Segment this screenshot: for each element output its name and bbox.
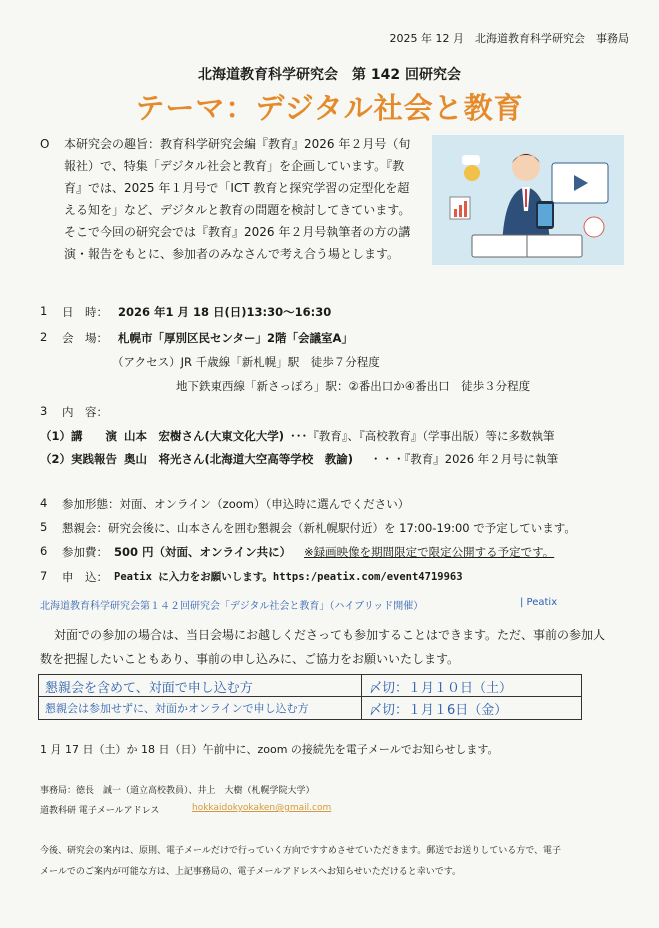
- lecture-prefix: （1）講 演: [40, 429, 118, 443]
- email-label: 道教科研 電子メールアドレス: [40, 806, 160, 816]
- lecture-speaker: 山本 宏樹さん(大東文化大学): [124, 429, 285, 443]
- intro-line: 報社）で、特集「デジタル社会と教育」を企画しています。『教: [64, 159, 405, 173]
- zoom-notice: 1 月 17 日（土）か 18 日（日）午前中に、zoom の接続先を電子メールでお知らせします。: [40, 743, 499, 756]
- presenter-with-tablet-icon: [432, 135, 624, 265]
- deadline-date: 〆切：１月１6日（金）: [369, 702, 508, 718]
- header-date-org: 2025 年 12 月 北海道教育科学研究会 事務局: [389, 32, 629, 45]
- intro-bullet: O: [40, 137, 50, 151]
- fee-value: 500 円（対面、オンライン共に）: [114, 545, 292, 559]
- content-label: 内 容：: [62, 405, 108, 419]
- meeting-subtitle: 北海道教育科学研究会 第 142 回研究会: [198, 67, 461, 83]
- report-prefix: （2）実践報告: [40, 452, 118, 466]
- notice-line: 対面での参加の場合は、当日会場にお越しくださっても参加することはできます。ただ、事前の参加人: [54, 628, 606, 642]
- fee-note: ※録画映像を期間限定で限定公開する予定です。: [304, 545, 555, 559]
- deadline-label: 懇親会は参加せずに、対面かオンラインで申し込む方: [45, 702, 309, 715]
- peatix-link-suffix[interactable]: | Peatix: [520, 597, 558, 608]
- item-number: 7: [40, 569, 48, 583]
- date-value: 2026 年1 月 18 日(日)13:30～16:30: [118, 305, 332, 319]
- date-label: 日 時：: [62, 305, 108, 319]
- item-number: 1: [40, 304, 48, 318]
- notice-line: 数を把握したいこともあり、事前の申し込みに、ご協力をお願いいたします。: [40, 652, 460, 666]
- deadline-row: [38, 696, 582, 720]
- venue-value: 札幌市「厚別区民センター」2階「会議室A」: [118, 331, 353, 345]
- office-staff: 事務局：徳長 誠一（道立高校教員）、井上 大樹（札幌学院大学）: [40, 786, 315, 796]
- deadline-label: 懇親会を含めて、対面で申し込む方: [45, 680, 253, 696]
- page-title: テーマ：デジタル社会と教育: [135, 91, 524, 125]
- intro-line: える知を」など、デジタルと教育の問題を検討してきています。: [64, 203, 411, 217]
- deadline-row: [38, 674, 582, 697]
- presenter-illustration: [432, 135, 624, 265]
- access-line: （アクセス）JR 千歳線「新札幌」駅 徒歩７分程度: [112, 355, 380, 369]
- lecture-note: ･･･『教育』、『高校教育』（学事出版）等に多数執筆: [290, 429, 555, 443]
- footer-line: 今後、研究会の案内は、原則、電子メールだけで行っていく方向ですすめさせていただきます。郵送でお送りしている方で、電子: [40, 846, 562, 856]
- format-text: 参加形態：対面、オンライン（zoom）（申込時に選んでください）: [62, 497, 410, 511]
- apply-text: Peatix に入力をお願いします。https:/peatix.com/event4719963: [114, 571, 463, 583]
- item-number: 5: [40, 520, 48, 534]
- item-number: 2: [40, 330, 48, 344]
- fee-label: 参加費：: [62, 545, 108, 559]
- peatix-link[interactable]: 北海道教育科学研究会第１４２回研究会「デジタル社会と教育」（ハイブリッド開催）: [40, 601, 424, 612]
- party-text: 懇親会：研究会後に、山本さんを囲む懇親会（新札幌駅付近）を 17:00-19:00 で予定しています。: [62, 521, 576, 535]
- intro-line: 本研究会の趣旨：教育科学研究会編『教育』2026 年２月号（旬: [64, 137, 411, 151]
- report-speaker: 奥山 将光さん(北海道大空高等学校 教諭): [124, 452, 354, 466]
- item-number: 6: [40, 544, 48, 558]
- apply-label: 申 込：: [62, 570, 108, 584]
- email-link[interactable]: hokkaidokyokaken@gmail.com: [192, 803, 332, 813]
- footer-line: メールでのご案内が可能な方は、上記事務局の、電子メールアドレスへお知らせいただけると幸いです。: [40, 867, 462, 877]
- item-number: 3: [40, 404, 48, 418]
- access-line: 地下鉄東西線「新さっぽろ」駅：②番出口か④番出口 徒歩３分程度: [176, 379, 531, 393]
- item-number: 4: [40, 496, 48, 510]
- intro-line: 演・報告をもとに、参加者のみなさんで考え合う場とします。: [64, 247, 400, 261]
- venue-label: 会 場：: [62, 331, 108, 345]
- intro-line: そこで今回の研究会では『教育』2026 年２月号執筆者の方の講: [64, 225, 411, 239]
- intro-line: 育』では、2025 年１月号で「ICT 教育と探究学習の定型化を超: [64, 181, 410, 195]
- report-note: ・・・『教育』2026 年２月号に執筆: [370, 452, 559, 466]
- deadline-date: 〆切：１月１０日（土）: [369, 680, 513, 696]
